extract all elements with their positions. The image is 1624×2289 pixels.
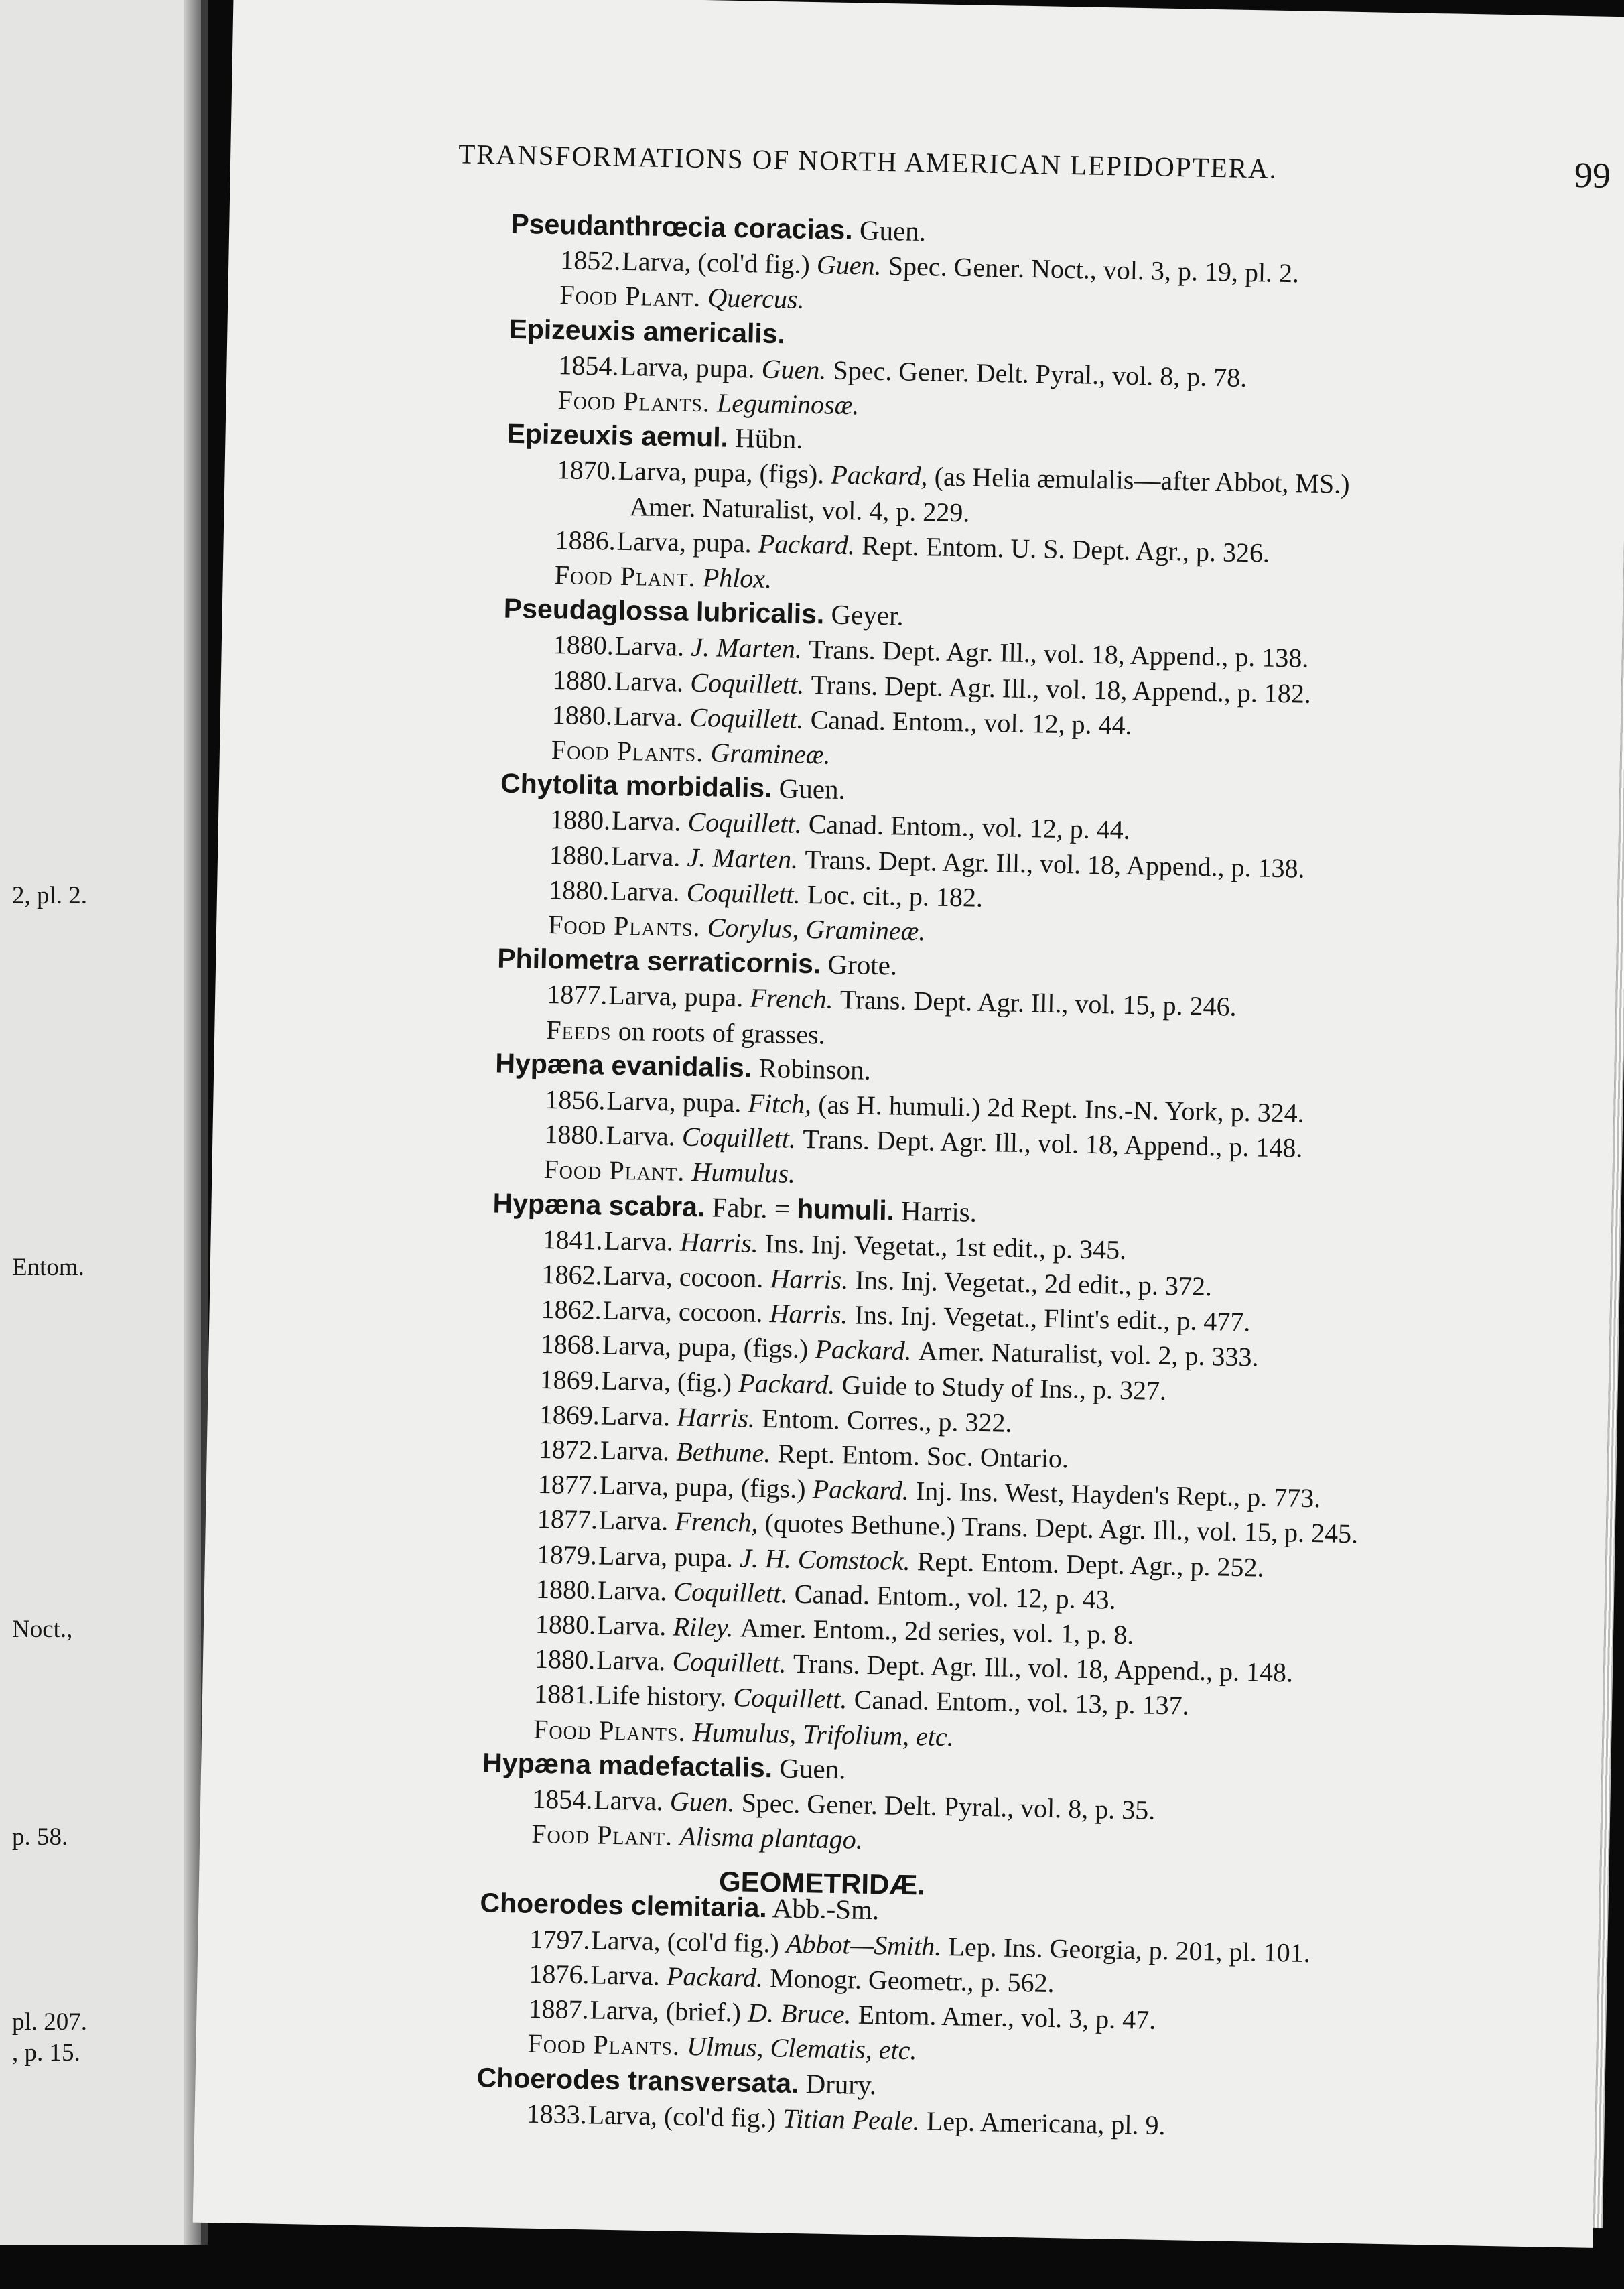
record-stage: Larva, pupa. [606,1085,742,1118]
food-plant-label: Food Plant. [554,560,697,592]
record-year: 1856. [545,1084,606,1116]
food-plant-value: Leguminosæ. [716,387,860,421]
record-year: 1880. [535,1573,597,1606]
record-author: Harris. [770,1263,849,1295]
food-plant-value: Humulus. [691,1157,796,1189]
species-author: Hübn. [734,422,804,455]
record-stage: Larva, pupa. [620,350,755,384]
species-name: Hypæna evanidalis. [495,1047,752,1084]
record-year: 1877. [537,1469,599,1500]
record-stage: Larva. [600,1400,671,1432]
record-stage: Larva. [610,840,681,872]
species-name: Epizeuxis americalis. [509,313,786,349]
record-stage: Larva, cocoon. [602,1295,763,1329]
record-reference: Lep. Americana, pl. 9. [926,2105,1166,2140]
record-author: J. Marten. [687,842,799,874]
record-reference: Monogr. Geometr., p. 562. [769,1963,1055,1999]
species-synonym-sep: Fabr. = [712,1191,791,1224]
record-stage: Life history. [595,1679,727,1713]
record-author: Bethune. [675,1436,771,1469]
record-author: Guen. [761,353,827,385]
record-author: Abbot—Smith. [785,1928,942,1961]
record-reference: Guide to Study of Ins., p. 327. [841,1369,1167,1406]
record-author: Coquillett. [690,667,805,700]
food-plant-label: Food Plant. [559,279,701,313]
record-author: J. H. Comstock. [739,1542,911,1576]
food-plant-label: Food Plant. [531,1818,673,1851]
species-synonym: humuli. [796,1193,895,1226]
record-reference: Canad. Entom., vol. 13, p. 137. [854,1684,1190,1721]
record-stage: Larva, (brief.) [590,1994,742,2028]
record-reference: Canad. Entom., vol. 12, p. 43. [794,1578,1117,1615]
left-page-text: Noct., [12,1616,73,1643]
record-reference: (quotes Bethune.) Trans. Dept. Agr. Ill., vol. 15, p. 245. [764,1508,1359,1549]
species-name: Philometra serraticornis. [496,942,821,980]
food-plant-value: Phlox. [702,562,772,594]
record-author: Coquillett. [672,1646,787,1679]
record-reference: Rept. Entom. Soc. Ontario. [777,1438,1069,1474]
record-year: 1887. [528,1993,589,2025]
food-plant-value: Gramineæ. [710,737,831,770]
species-name: Choerodes clemitaria. [480,1886,768,1923]
record-year: 1880. [535,1608,596,1640]
record-year: 1877. [537,1504,598,1535]
food-plant-line [531,1815,863,1858]
record-stage: Larva, pupa. [598,1540,734,1573]
record-year: 1852. [560,245,621,276]
left-page-text: Entom. [12,1254,84,1281]
record-author: D. Bruce. [747,1997,852,2030]
record-author: Coquillett. [687,807,802,840]
record-reference: Amer. Naturalist, vol. 2, p. 333. [918,1335,1259,1372]
record-author: J. Marten. [690,632,803,665]
record-author: Coquillett. [673,1576,788,1609]
record-reference: Trans. Dept. Agr. Ill., vol. 18, Append., p. 182. [811,669,1312,709]
record-reference: Trans. Dept. Agr. Ill., vol. 18, Append., p. 138. [808,634,1309,674]
record-stage: Larva. [598,1504,669,1536]
food-plant-label: Food Plant. [543,1154,685,1187]
record-author: French, [675,1506,758,1539]
record-year: 1862. [541,1294,602,1325]
species-entry [509,310,785,352]
record-year: 1880. [548,874,610,906]
record-stage: Larva, cocoon. [603,1260,764,1293]
record-year: 1868. [540,1329,602,1360]
record-stage: Larva, (col'd fig.) [621,246,811,280]
record-year: 1869. [539,1364,601,1396]
food-plant-value: Quercus. [707,282,805,315]
record-year: 1879. [536,1539,598,1571]
record-year: 1881. [533,1679,595,1710]
record-stage: Larva, pupa, (figs.) [602,1329,809,1364]
species-author: Abb.-Sm. [772,1892,880,1925]
record-stage: Larva, (fig.) [601,1365,732,1398]
record-year: 1833. [526,2098,588,2130]
record-author: Harris. [769,1298,848,1330]
record-reference: (as H. humuli.) 2d Rept. Ins.-N. York, p. 324. [817,1089,1305,1128]
record-stage: Larva. [610,875,680,907]
record-reference: Lep. Ins. Georgia, p. 201, pl. 101. [948,1931,1311,1968]
record-continuation-text: Amer. Naturalist, vol. 4, p. 229. [629,490,970,527]
species-entry [506,415,803,458]
record-year: 1854. [531,1783,593,1815]
species-name: Pseudaglossa lubricalis. [503,592,825,630]
food-plant-label: Feeds [545,1014,612,1046]
record-author: Guen. [669,1786,735,1818]
food-plant-value: Corylus, Gramineæ. [707,912,926,947]
record-stage: Larva. [614,631,685,663]
species-name: Hypæna scabra. [492,1187,705,1222]
record-author: Harris. [679,1226,759,1258]
record-year: 1841. [542,1224,604,1256]
species-author: Robinson. [758,1052,872,1086]
record-year: 1862. [541,1258,603,1291]
food-plant-label: Food Plants. [557,385,711,418]
record-author: Coquillett. [681,1121,797,1154]
record-stage: Larva, pupa, (figs). [618,456,825,490]
record-year: 1880. [551,699,613,731]
food-plant-value: on roots of grasses. [618,1015,826,1050]
species-author: Geyer. [831,598,904,631]
record-year: 1854. [558,349,619,381]
record-reference: Ins. Inj. Vegetat., 2d edit., p. 372. [855,1264,1213,1302]
record-author: Titian Peale. [782,2103,921,2136]
record-year: 1876. [529,1958,590,1990]
record-reference: Spec. Gener. Noct., vol. 3, p. 19, pl. 2. [888,251,1300,289]
record-author: Packard. [666,1961,764,1993]
record-reference: Amer. Entom., 2d series, vol. 1, p. 8. [740,1612,1134,1650]
record-reference: Loc. cit., p. 182. [807,878,984,913]
record-reference: Inj. Ins. West, Hayden's Rept., p. 773. [915,1476,1321,1514]
record-reference: Rept. Entom. Dept. Agr., p. 252. [917,1545,1264,1583]
record-author: Packard, [831,459,928,492]
species-author: Harris. [900,1195,977,1228]
species-name: Pseudanthrœcia coracias. [510,208,854,246]
record-reference: Canad. Entom., vol. 12, p. 44. [810,704,1132,740]
record-stage: Larva. [614,665,684,698]
record-author: Coquillett. [733,1682,848,1715]
record-author: Coquillett. [686,876,801,909]
record-stage: Larva. [611,805,681,837]
record-reference: Rept. Entom. U. S. Dept. Agr., p. 326. [861,530,1270,568]
species-name: Choerodes transversata. [476,2061,799,2099]
record-stage: Larva. [606,1120,676,1152]
record-stage: Larva. [593,1784,663,1817]
food-plant-value: Alisma plantago. [679,1821,864,1855]
record-author: Packard. [815,1333,912,1366]
species-author: Drury. [805,2067,877,2100]
food-plant-label: Food Plants. [527,2028,681,2062]
literature-record [526,2095,1166,2143]
record-stage: Larva, (col'd fig.) [588,2099,776,2134]
record-reference: (as Helia æmulalis—after Abbot, MS.) [934,461,1350,500]
record-year: 1880. [549,804,611,836]
record-reference: Trans. Dept. Agr. Ill., vol. 15, p. 246. [839,984,1237,1023]
page-number: 99 [1574,154,1611,196]
record-year: 1886. [555,524,616,556]
record-stage: Larva. [604,1225,674,1257]
record-reference: Spec. Gener. Delt. Pyral., vol. 8, p. 78. [833,354,1247,393]
food-plant-label: Food Plants. [533,1713,686,1747]
left-page-text: 2, pl. 2. [12,882,88,909]
species-author: Guen. [859,214,927,247]
food-plant-label: Food Plants. [547,909,701,943]
record-reference: Ins. Inj. Vegetat., Flint's edit., p. 477. [854,1299,1251,1337]
record-year: 1797. [529,1923,590,1955]
record-stage: Larva. [600,1435,670,1467]
food-plant-value: Ulmus, Clematis, etc. [686,2031,917,2066]
record-year: 1880. [553,629,614,661]
record-reference: Spec. Gener. Delt. Pyral., vol. 8, p. 35. [741,1787,1156,1825]
record-year: 1880. [549,839,610,871]
record-reference: Ins. Inj. Vegetat., 1st edit., p. 345. [764,1228,1127,1265]
record-author: Packard. [738,1367,835,1400]
record-reference: Entom. Amer., vol. 3, p. 47. [858,1999,1156,2036]
record-year: 1872. [538,1433,600,1465]
record-reference: Trans. Dept. Agr. Ill., vol. 18, Append., p. 138. [804,844,1305,884]
record-year: 1880. [552,664,614,696]
record-stage: Larva. [590,1959,661,1991]
record-year: 1880. [534,1643,596,1675]
record-reference: Entom. Corres., p. 322. [761,1402,1012,1438]
record-reference: Canad. Entom., vol. 12, p. 44. [808,809,1131,846]
section-heading: GEOMETRIDÆ. [718,1866,926,1901]
left-page-text: p. 58. [12,1823,68,1851]
species-name: Chytolita morbidalis. [500,767,772,804]
left-page-fragment [0,0,208,2245]
food-plant-label: Food Plants. [551,734,704,768]
record-stage: Larva. [613,700,683,732]
left-page-text: pl. 207. [12,2008,88,2036]
record-stage: Larva. [596,1644,666,1677]
food-plant-line [554,556,772,597]
record-stage: Larva, pupa. [608,980,744,1013]
species-name: Hypæna madefactalis. [482,1747,773,1784]
record-stage: Larva, pupa. [616,525,752,559]
record-stage: Larva, (col'd fig.) [591,1924,780,1959]
record-author: French. [750,982,833,1015]
running-title: TRANSFORMATIONS OF NORTH AMERICAN LEPIDOPTERA. [458,138,1278,184]
species-name: Epizeuxis aemul. [506,417,729,453]
food-plant-value: Humulus, Trifolium, etc. [692,1716,955,1752]
record-year: 1869. [539,1398,600,1431]
record-reference: Trans. Dept. Agr. Ill., vol. 18, Append., p. 148. [802,1124,1303,1163]
record-year: 1880. [544,1119,605,1151]
record-year: 1877. [546,979,608,1010]
record-author: Fitch, [748,1088,812,1120]
page-stack-edge [1593,44,1624,2228]
species-author: Guen. [779,1752,846,1785]
running-header [458,137,1611,206]
record-author: Guen. [816,249,882,281]
left-page-text: , p. 15. [12,2039,80,2067]
record-stage: Larva, pupa, (figs.) [599,1469,806,1504]
record-stage: Larva. [596,1610,667,1642]
record-author: Harris. [676,1401,756,1433]
record-stage: Larva. [597,1575,667,1607]
record-year: 1870. [556,454,618,486]
record-author: Packard. [758,528,856,561]
record-author: Riley. [673,1611,734,1643]
record-author: Packard. [812,1474,910,1506]
book-page [193,0,1624,2248]
species-author: Guen. [779,773,846,805]
species-author: Grote. [827,948,898,981]
record-reference: Trans. Dept. Agr. Ill., vol. 18, Append., p. 148. [793,1648,1294,1688]
record-author: Coquillett. [689,702,804,734]
